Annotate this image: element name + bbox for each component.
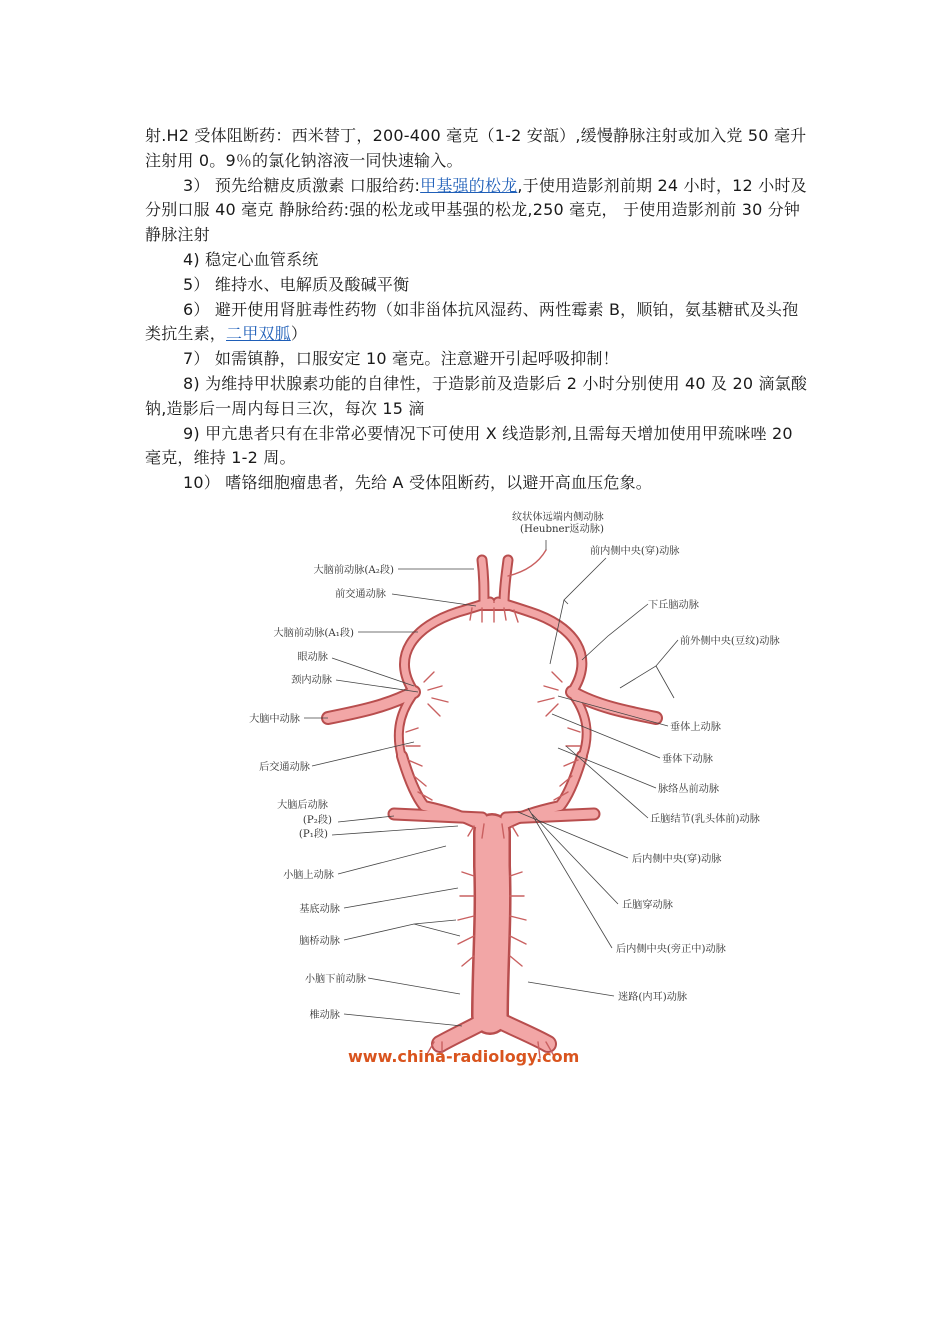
label-acom: 前交通动脉 — [335, 589, 386, 600]
text-segment: ,于使用造影剂前期 24 小时，12 小时及分别口服 40 毫克 静脉给药:强的松龙或甲基强的松龙,250 毫克， 于使用造影剂前 30 分钟静脉注射 — [145, 175, 807, 245]
vessel-fills — [328, 560, 656, 1044]
paragraph-h2-blocker: 射.H2 受体阻断药：西米替丁，200-400 毫克（1-2 安瓿）,缓慢静脉注射或加入党 50 毫升注射用 0。9％的氯化钠溶液一同快速输入。 — [145, 126, 807, 170]
label-aica: 小脑下前动脉 — [304, 974, 366, 985]
label-pca-p1: (P₁段) — [298, 829, 328, 840]
paragraph-sedation: 7） 如需镇静，口服安定 10 毫克。注意避开引起呼吸抑制！ — [183, 349, 619, 369]
label-aca-a2: 大脑前动脉(A₂段) — [313, 565, 394, 576]
paragraph-nephrotoxic — [145, 298, 810, 348]
label-ica: 颈内动脉 — [291, 675, 332, 686]
paragraph-cardiovascular: 4) 稳定心血管系统 — [183, 249, 319, 269]
label-heubner-2: (Heubner返动脉) — [520, 524, 604, 535]
label-ant-medial-central: 前内侧中央(穿)动脉 — [590, 546, 680, 557]
label-ophthalmic: 眼动脉 — [297, 652, 328, 663]
link-metformin[interactable]: 二甲双胍 — [226, 324, 291, 344]
label-pca-p2: (P₂段) — [302, 815, 332, 826]
label-post-medial-central: 后内侧中央(穿)动脉 — [632, 854, 722, 865]
label-ant-lateral-central: 前外侧中央(豆纹)动脉 — [680, 636, 780, 647]
label-ant-choroidal: 脉络丛前动脉 — [658, 784, 720, 795]
label-thalamoperforating: 丘脑穿动脉 — [622, 900, 673, 911]
document-body — [145, 124, 810, 496]
anatomical-labels — [249, 510, 780, 1021]
circle-of-willis-diagram — [228, 496, 808, 1076]
paragraph-pheochromocytoma: 10） 嗜铬细胞瘤患者，先给 A 受体阻断药，以避开高血压危象。 — [183, 473, 652, 493]
link-methylprednisolone[interactable]: 甲基强的松龙 — [420, 175, 518, 195]
label-vertebral: 椎动脉 — [309, 1010, 340, 1021]
label-hypothalamic: 下丘脑动脉 — [648, 600, 699, 611]
label-heubner-1: 纹状体远端内侧动脉 — [512, 512, 604, 523]
label-basilar: 基底动脉 — [299, 904, 340, 915]
label-pca: 大脑后动脉 — [277, 800, 328, 811]
vessel-layer — [328, 550, 656, 1058]
label-inf-hypophyseal: 垂体下动脉 — [662, 754, 713, 765]
paragraph-thyroid: 8) 为维持甲状腺素功能的自律性，于造影前及造影后 2 小时分别使用 40 及 20 滴氯酸钠,造影后一周内每日三次，每次 15 滴 — [145, 373, 808, 418]
label-mca: 大脑中动脉 — [249, 714, 300, 725]
text-segment: 3） 预先给糖皮质激素 口服给药: — [183, 175, 421, 195]
label-pcom: 后交通动脉 — [259, 762, 310, 773]
text-segment: ） — [290, 324, 308, 344]
circle-of-willis-figure — [228, 496, 808, 1076]
paragraph-corticosteroid — [145, 174, 810, 248]
paragraph-hyperthyroid: 9) 甲亢患者只有在非常必要情况下可使用 X 线造影剂,且需每天增加使用甲巯咪唑 20 毫克，维持 1-2 周。 — [145, 423, 793, 468]
paragraph-electrolytes: 5） 维持水、电解质及酸碱平衡 — [183, 274, 410, 294]
label-paramedian: 后内侧中央(旁正中)动脉 — [616, 944, 726, 955]
label-aca-a1: 大脑前动脉(A₁段) — [273, 628, 354, 639]
label-sup-hypophyseal: 垂体上动脉 — [670, 722, 721, 733]
label-sca: 小脑上动脉 — [283, 870, 334, 881]
label-pontine: 脑桥动脉 — [299, 936, 340, 947]
watermark-text: www.china-radiology.com — [348, 1047, 580, 1066]
text-segment: 6） 避开使用肾脏毒性药物（如非甾体抗风湿药、两性霉素 B，顺铂，氨基糖甙及头孢类抗生素， — [145, 299, 799, 344]
label-thalamotuberal: 丘脑结节(乳头体前)动脉 — [650, 814, 760, 825]
label-labyrinthine: 迷路(内耳)动脉 — [618, 992, 688, 1003]
